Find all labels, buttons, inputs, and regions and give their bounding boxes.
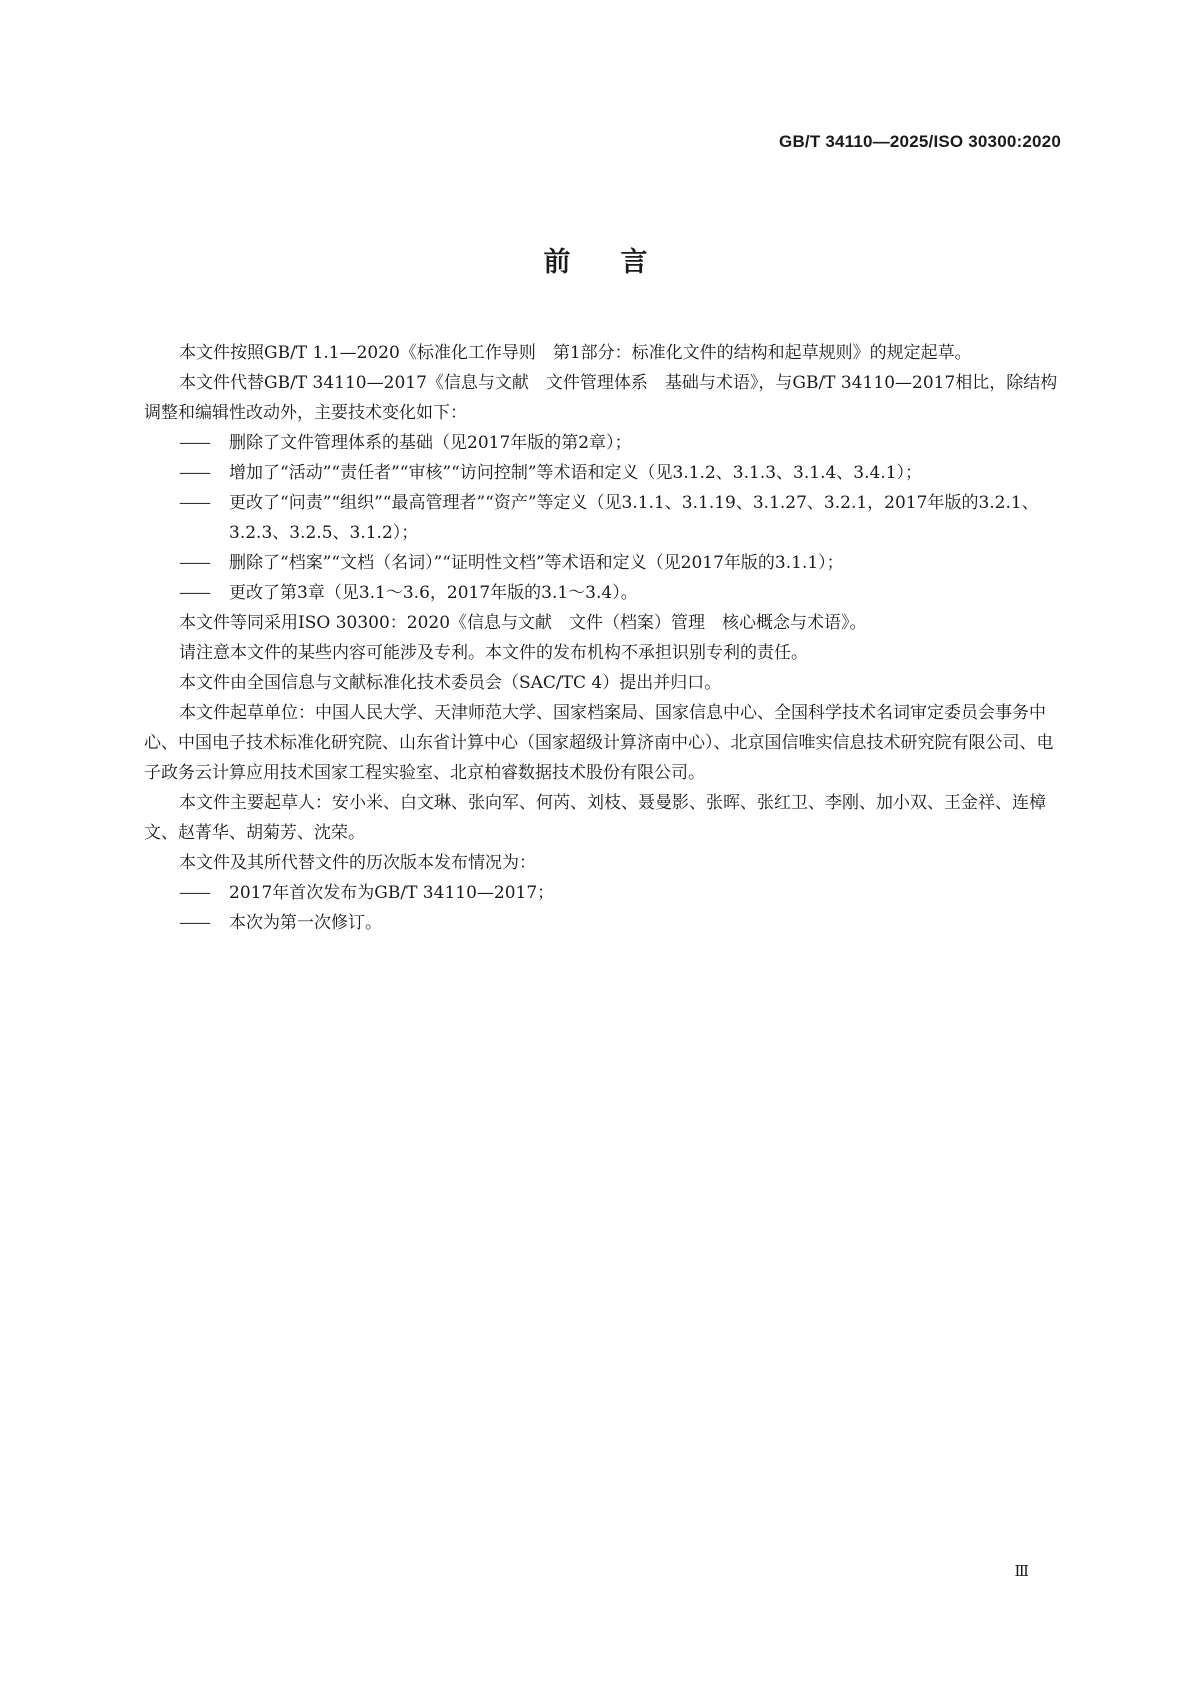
list-item-change-2 bbox=[144, 458, 1062, 488]
paragraph-replacement: 本文件代替GB/T 34110—2017《信息与文献 文件管理体系 基础与术语》，与GB/T 34110—2017相比，除结构调整和编辑性改动外，主要技术变化如下： bbox=[144, 373, 1058, 423]
list-item-history-1 bbox=[144, 878, 1062, 908]
change-text: 删除了文件管理体系的基础（见2017年版的第2章）； bbox=[229, 433, 632, 453]
dash-marker: —— bbox=[179, 553, 209, 573]
list-item-change-1 bbox=[144, 428, 1062, 458]
paragraph-version-history: 本文件及其所代替文件的历次版本发布情况为： bbox=[179, 853, 536, 873]
foreword-body bbox=[144, 338, 1062, 938]
change-text: 删除了“档案”“文档（名词）”“证明性文档”等术语和定义（见2017年版的3.1.1）； bbox=[229, 553, 844, 573]
dash-marker: —— bbox=[179, 463, 209, 483]
paragraph-adoption: 本文件等同采用ISO 30300：2020《信息与文献 文件（档案）管理 核心概念与术语》。 bbox=[179, 613, 867, 633]
dash-marker: —— bbox=[179, 433, 209, 453]
dash-marker: —— bbox=[179, 583, 209, 603]
history-text: 2017年首次发布为GB/T 34110—2017； bbox=[229, 883, 555, 903]
change-text: 更改了“问责”“组织”“最高管理者”“资产”等定义（见3.1.1、3.1.19、3.1.27、3.2.1，2017年版的3.2.1、3.2.3、3.2.5、3.1.2）； bbox=[229, 493, 1039, 543]
history-text: 本次为第一次修订。 bbox=[229, 913, 382, 933]
dash-marker: —— bbox=[179, 493, 209, 513]
list-item-change-3 bbox=[144, 488, 1062, 548]
list-item-change-5 bbox=[144, 578, 1062, 608]
paragraph-patent-notice: 请注意本文件的某些内容可能涉及专利。本文件的发布机构不承担识别专利的责任。 bbox=[179, 643, 808, 663]
paragraph-proposer: 本文件由全国信息与文献标准化技术委员会（SAC/TC 4）提出并归口。 bbox=[179, 673, 722, 693]
change-text: 增加了“活动”“责任者”“审核”“访问控制”等术语和定义（见3.1.2、3.1.3、3.1.4、3.4.1）； bbox=[229, 463, 923, 483]
list-item-change-4 bbox=[144, 548, 1062, 578]
page-number: Ⅲ bbox=[1014, 1562, 1029, 1580]
paragraph-drafting-rules: 本文件按照GB/T 1.1—2020《标准化工作导则 第1部分：标准化文件的结构和起草规则》的规定起草。 bbox=[179, 343, 972, 363]
dash-marker: —— bbox=[179, 913, 209, 933]
dash-marker: —— bbox=[179, 883, 209, 903]
change-text: 更改了第3章（见3.1～3.6，2017年版的3.1～3.4）。 bbox=[229, 583, 638, 603]
paragraph-drafting-units: 本文件起草单位：中国人民大学、天津师范大学、国家档案局、国家信息中心、全国科学技术名词审定委员会事务中心、中国电子技术标准化研究院、山东省计算中心（国家超级计算济南中心）、北京国信唯实信息技术研究院有限公司、电子政务云计算应用技术国家工程实验室、北京柏睿数据技术股份有限公司。 bbox=[144, 703, 1054, 783]
standard-number-header: GB/T 34110—2025/ISO 30300:2020 bbox=[779, 132, 1061, 151]
list-item-history-2 bbox=[144, 908, 1062, 938]
page-title: 前言 bbox=[543, 247, 698, 278]
paragraph-drafters: 本文件主要起草人：安小米、白文琳、张向军、何芮、刘枝、聂曼影、张晖、张红卫、李刚、加小双、王金祥、连樟文、赵菁华、胡菊芳、沈荣。 bbox=[144, 793, 1046, 843]
